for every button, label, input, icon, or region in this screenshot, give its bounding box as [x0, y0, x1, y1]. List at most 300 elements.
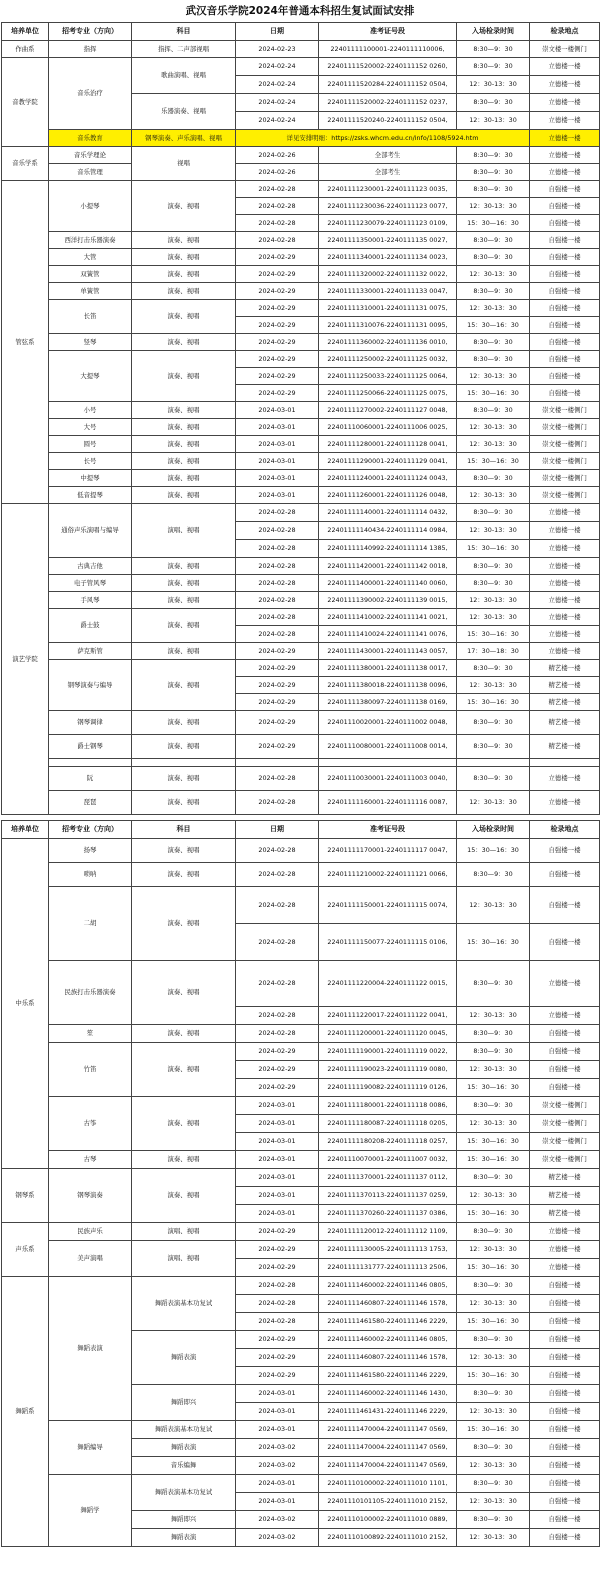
time-cell: 12：30-13：30	[457, 1007, 530, 1025]
major-cell: 西洋打击乐器演奏	[49, 232, 132, 249]
subject-cell: 舞蹈表演	[132, 1529, 236, 1547]
header-time: 入场检录时间	[457, 23, 530, 41]
major-cell: 大提琴	[49, 351, 132, 402]
major-cell: 舞蹈学	[49, 1475, 132, 1547]
table-row	[2, 558, 600, 575]
table-row	[2, 1421, 600, 1439]
ticket-cell: 22401110060001-2240111006 0025,	[319, 419, 457, 436]
date-cell: 2024-03-01	[236, 1205, 319, 1223]
ticket-cell: 22401111250033-2240111125 0064,	[319, 368, 457, 385]
date-cell: 2024-03-01	[236, 1475, 319, 1493]
header-subject: 科目	[132, 23, 236, 41]
major-cell: 美声演唱	[49, 1241, 132, 1277]
location-cell: 自强楼一楼	[530, 924, 600, 961]
date-cell: 2024-02-29	[236, 385, 319, 402]
major-cell: 单簧管	[49, 283, 132, 300]
subject-cell: 演奏、视唱	[132, 402, 236, 419]
subject-cell: 演奏、视唱	[132, 839, 236, 863]
time-cell: 8:30—9：30	[457, 1223, 530, 1241]
ticket-cell: 22401111380001-2240111138 0017,	[319, 660, 457, 677]
location-cell: 崇文楼一楼侧门	[530, 436, 600, 453]
date-cell: 2024-02-28	[236, 887, 319, 924]
major-cell: 古琴	[49, 1151, 132, 1169]
major-cell: 指挥	[49, 41, 132, 58]
time-cell: 8:30—9：30	[457, 1277, 530, 1295]
ticket-cell: 22401111220004-2240111122 0015,	[319, 961, 457, 1007]
location-cell: 崇文楼一楼侧门	[530, 1115, 600, 1133]
time-cell: 8:30—9：30	[457, 504, 530, 522]
table-row	[2, 504, 600, 522]
subject-cell: 演奏、视唱	[132, 767, 236, 791]
location-cell: 崇文楼一楼侧门	[530, 487, 600, 504]
time-cell: 15：30—16：30	[457, 1367, 530, 1385]
time-cell: 8:30—9：30	[457, 402, 530, 419]
location-cell: 精艺楼一楼	[530, 677, 600, 694]
location-cell: 崇文楼一楼侧门	[530, 1133, 600, 1151]
subject-cell: 演奏、视唱	[132, 961, 236, 1025]
table-row	[2, 453, 600, 470]
location-cell: 立德楼一楼	[530, 592, 600, 609]
date-cell: 2024-03-01	[236, 1097, 319, 1115]
time-cell: 12：30-13：30	[457, 887, 530, 924]
spacer-cell	[132, 759, 236, 767]
date-cell: 2024-03-01	[236, 1493, 319, 1511]
time-cell: 12：30-13：30	[457, 592, 530, 609]
date-cell: 2024-02-29	[236, 660, 319, 677]
ticket-cell: 22401111460002-2240111146 0805,	[319, 1277, 457, 1295]
time-cell: 12：30-13：30	[457, 1493, 530, 1511]
major-cell: 琵琶	[49, 791, 132, 815]
table-row	[2, 863, 600, 887]
major-cell: 小提琴	[49, 181, 132, 232]
major-cell: 钢琴演奏	[49, 1169, 132, 1223]
date-cell: 2024-02-29	[236, 694, 319, 711]
location-cell: 自强楼一楼	[530, 1511, 600, 1529]
date-cell: 2024-02-29	[236, 368, 319, 385]
subject-cell: 演奏、视唱	[132, 1151, 236, 1169]
date-cell: 2024-02-28	[236, 961, 319, 1007]
ticket-cell: 22401111340001-2240111134 0023,	[319, 249, 457, 266]
time-cell: 8:30—9：30	[457, 1331, 530, 1349]
table-row-highlight	[2, 130, 600, 147]
ticket-cell: 22401111460807-2240111146 1578,	[319, 1295, 457, 1313]
table-row	[2, 334, 600, 351]
ticket-cell: 22401111280001-2240111128 0041,	[319, 436, 457, 453]
time-cell: 8:30—9：30	[457, 181, 530, 198]
location-cell: 自强楼一楼	[530, 181, 600, 198]
major-cell: 钢琴演奏与编导	[49, 660, 132, 711]
subject-cell: 演奏、视唱	[132, 1097, 236, 1151]
table-row	[2, 41, 600, 58]
date-cell: 2024-03-02	[236, 1529, 319, 1547]
subject-cell: 演奏、视唱	[132, 232, 236, 249]
schedule-table-part-2	[1, 820, 600, 1547]
location-cell: 自强楼一楼	[530, 1349, 600, 1367]
unit-cell: 管弦系	[2, 181, 49, 504]
time-cell: 12：30-13：30	[457, 112, 530, 130]
table-row	[2, 791, 600, 815]
ticket-cell: 22401111470004-2240111147 0569,	[319, 1457, 457, 1475]
time-cell: 8:30—9：30	[457, 1511, 530, 1529]
major-cell: 音乐管理	[49, 164, 132, 181]
ticket-cell: 全部考生	[319, 147, 457, 164]
subject-cell: 演唱、视唱	[132, 1223, 236, 1241]
date-cell: 2024-02-28	[236, 791, 319, 815]
subject-cell: 演奏、视唱	[132, 283, 236, 300]
location-cell: 崇文楼一楼侧门	[530, 402, 600, 419]
table-row	[2, 1169, 600, 1187]
header-major: 招考专业（方向）	[49, 23, 132, 41]
ticket-cell: 22401111180208-2240111118 0257,	[319, 1133, 457, 1151]
ticket-cell: 22401110030001-2240111003 0040,	[319, 767, 457, 791]
date-cell: 2024-03-01	[236, 436, 319, 453]
time-cell: 15：30—16：30	[457, 1133, 530, 1151]
unit-cell: 作曲系	[2, 41, 49, 58]
location-cell: 立德楼一楼	[530, 504, 600, 522]
date-cell: 2024-02-29	[236, 1079, 319, 1097]
date-cell: 2024-02-29	[236, 317, 319, 334]
subject-cell: 演奏、视唱	[132, 487, 236, 504]
subject-cell: 演奏、视唱	[132, 300, 236, 334]
date-cell: 2024-02-28	[236, 626, 319, 643]
subject-cell: 演唱、视唱	[132, 504, 236, 558]
major-cell: 双簧管	[49, 266, 132, 283]
location-cell: 自强楼一楼	[530, 1025, 600, 1043]
date-cell: 2024-02-29	[236, 735, 319, 759]
date-cell: 2024-02-28	[236, 863, 319, 887]
unit-cell: 音教学院	[2, 58, 49, 147]
location-cell: 立德楼一楼	[530, 76, 600, 94]
subject-cell: 演奏、视唱	[132, 575, 236, 592]
ticket-cell: 22401111150001-2240111115 0074,	[319, 887, 457, 924]
time-cell: 8:30—9：30	[457, 470, 530, 487]
date-cell: 2024-02-29	[236, 1259, 319, 1277]
header-subject: 科目	[132, 821, 236, 839]
time-cell: 12：30-13：30	[457, 1403, 530, 1421]
location-cell: 立德楼一楼	[530, 1007, 600, 1025]
subject-cell: 演奏、视唱	[132, 735, 236, 759]
location-cell: 立德楼一楼	[530, 1241, 600, 1259]
major-cell: 音乐治疗	[49, 58, 132, 130]
date-cell: 2024-02-29	[236, 266, 319, 283]
location-cell: 立德楼一楼	[530, 164, 600, 181]
major-cell: 长号	[49, 453, 132, 470]
time-cell: 12：30-13：30	[457, 76, 530, 94]
location-cell: 自强楼一楼	[530, 1421, 600, 1439]
ticket-cell: 22401111230036-2240111123 0077,	[319, 198, 457, 215]
ticket-cell: 22401111310076-2240111131 0095,	[319, 317, 457, 334]
time-cell: 8:30—9：30	[457, 558, 530, 575]
table-row	[2, 181, 600, 198]
subject-cell: 演奏、视唱	[132, 791, 236, 815]
location-cell: 立德楼一楼	[530, 626, 600, 643]
major-cell: 长笛	[49, 300, 132, 334]
time-cell: 12：30-13：30	[457, 1187, 530, 1205]
unit-cell: 演艺学院	[2, 504, 49, 815]
time-cell: 12：30-13：30	[457, 1529, 530, 1547]
time-cell: 8:30—9：30	[457, 961, 530, 1007]
date-cell: 2024-03-01	[236, 487, 319, 504]
location-cell: 自强楼一楼	[530, 1295, 600, 1313]
date-cell: 2024-02-28	[236, 558, 319, 575]
location-cell: 自强楼一楼	[530, 1061, 600, 1079]
time-cell: 8:30—9：30	[457, 334, 530, 351]
location-cell: 精艺楼一楼	[530, 694, 600, 711]
location-cell: 立德楼一楼	[530, 791, 600, 815]
table-row	[2, 402, 600, 419]
time-cell: 8:30—9：30	[457, 660, 530, 677]
time-cell: 8:30—9：30	[457, 249, 530, 266]
subject-cell: 演奏、视唱	[132, 660, 236, 711]
location-cell: 自强楼一楼	[530, 1475, 600, 1493]
location-cell: 立德楼一楼	[530, 58, 600, 76]
location-cell: 自强楼一楼	[530, 1403, 600, 1421]
date-cell: 2024-02-26	[236, 164, 319, 181]
table-row	[2, 436, 600, 453]
table-row	[2, 592, 600, 609]
time-cell: 15：30—16：30	[457, 453, 530, 470]
ticket-cell: 22401110020001-2240111002 0048,	[319, 711, 457, 735]
major-cell: 大号	[49, 419, 132, 436]
ticket-cell: 22401111250066-2240111125 0075,	[319, 385, 457, 402]
location-cell: 立德楼一楼	[530, 540, 600, 558]
header-ticket: 准考证号段	[319, 821, 457, 839]
subject-cell: 舞蹈即兴	[132, 1511, 236, 1529]
date-cell: 2024-02-23	[236, 41, 319, 58]
ticket-cell: 22401111140992-2240111114 1385,	[319, 540, 457, 558]
location-cell: 自强楼一楼	[530, 249, 600, 266]
ticket-cell: 22401111180087-2240111118 0205,	[319, 1115, 457, 1133]
table-row	[2, 249, 600, 266]
date-cell: 2024-02-24	[236, 94, 319, 112]
subject-cell: 舞蹈表演基本功复试	[132, 1277, 236, 1331]
time-cell: 12：30-13：30	[457, 1061, 530, 1079]
ticket-cell: 22401111320002-2240111132 0022,	[319, 266, 457, 283]
time-cell: 8:30—9：30	[457, 767, 530, 791]
ticket-cell: 22401111460002-2240111146 0805,	[319, 1331, 457, 1349]
date-cell: 2024-02-29	[236, 1061, 319, 1079]
subject-cell: 舞蹈即兴	[132, 1385, 236, 1421]
major-cell: 中提琴	[49, 470, 132, 487]
date-cell: 2024-03-01	[236, 1421, 319, 1439]
ticket-cell: 22401111190001-2240111119 0022,	[319, 1043, 457, 1061]
spacer-cell	[236, 759, 319, 767]
date-cell: 2024-02-28	[236, 1007, 319, 1025]
date-cell: 2024-03-02	[236, 1439, 319, 1457]
time-cell: 12：30-13：30	[457, 609, 530, 626]
table-row	[2, 1097, 600, 1115]
date-cell: 2024-03-01	[236, 1403, 319, 1421]
table-row	[2, 609, 600, 626]
date-cell: 2024-03-02	[236, 1457, 319, 1475]
date-cell: 2024-02-26	[236, 147, 319, 164]
table-header-row	[2, 23, 600, 41]
ticket-cell: 22401111150077-2240111115 0106,	[319, 924, 457, 961]
table-row	[2, 887, 600, 924]
major-cell: 竹笛	[49, 1043, 132, 1097]
time-cell: 15：30—16：30	[457, 839, 530, 863]
table-row	[2, 164, 600, 181]
location-cell: 立德楼一楼	[530, 94, 600, 112]
date-cell: 2024-02-28	[236, 522, 319, 540]
ticket-cell: 22401111400001-2240111140 0060,	[319, 575, 457, 592]
time-cell: 12：30-13：30	[457, 487, 530, 504]
time-cell: 15：30—16：30	[457, 626, 530, 643]
major-cell: 扬琴	[49, 839, 132, 863]
subject-cell: 钢琴演奏、声乐演唱、视唱	[132, 130, 236, 147]
time-cell: 15：30—16：30	[457, 1259, 530, 1277]
location-cell: 自强楼一楼	[530, 863, 600, 887]
ticket-cell: 22401111520002-2240111152 0260,	[319, 58, 457, 76]
major-cell: 唢呐	[49, 863, 132, 887]
major-cell: 萨克斯管	[49, 643, 132, 660]
location-cell: 崇文楼一楼侧门	[530, 419, 600, 436]
subject-cell: 指挥、二声部视唱	[132, 41, 236, 58]
header-location: 检录地点	[530, 23, 600, 41]
ticket-cell: 22401111250002-2240111125 0032,	[319, 351, 457, 368]
time-cell: 8:30—9：30	[457, 711, 530, 735]
time-cell: 8:30—9：30	[457, 164, 530, 181]
time-cell: 15：30—16：30	[457, 385, 530, 402]
unit-cell: 中乐系	[2, 839, 49, 1169]
table-row	[2, 1277, 600, 1295]
major-cell: 爵士钢琴	[49, 735, 132, 759]
subject-cell: 演奏、视唱	[132, 334, 236, 351]
subject-cell: 舞蹈表演	[132, 1439, 236, 1457]
location-cell: 自强楼一楼	[530, 1079, 600, 1097]
ticket-cell: 22401111380097-2240111138 0169,	[319, 694, 457, 711]
table-row	[2, 575, 600, 592]
table-row	[2, 300, 600, 317]
date-cell: 2024-02-28	[236, 181, 319, 198]
location-cell: 自强楼一楼	[530, 1529, 600, 1547]
subject-cell: 视唱	[132, 147, 236, 181]
major-cell: 舞蹈表演	[49, 1277, 132, 1421]
time-cell: 12：30-13：30	[457, 436, 530, 453]
spacer-cell	[319, 759, 457, 767]
time-cell: 15：30—16：30	[457, 694, 530, 711]
location-cell: 自强楼一楼	[530, 1439, 600, 1457]
header-unit: 培养单位	[2, 23, 49, 41]
location-cell: 自强楼一楼	[530, 215, 600, 232]
time-cell: 12：30-13：30	[457, 677, 530, 694]
major-cell: 音乐学理论	[49, 147, 132, 164]
location-cell: 立德楼一楼	[530, 558, 600, 575]
ticket-cell: 22401111350001-2240111135 0027,	[319, 232, 457, 249]
time-cell: 12：30-13：30	[457, 198, 530, 215]
schedule-link[interactable]: 详见安排明细：https://zsks.whcm.edu.cn/info/1108/5924.htm	[236, 130, 530, 147]
location-cell: 立德楼一楼	[530, 147, 600, 164]
location-cell: 立德楼一楼	[530, 643, 600, 660]
ticket-cell: 22401111130005-2240111113 1753,	[319, 1241, 457, 1259]
location-cell: 立德楼一楼	[530, 130, 600, 147]
date-cell: 2024-02-29	[236, 351, 319, 368]
location-cell: 崇文楼一楼侧门	[530, 41, 600, 58]
ticket-cell: 22401111210002-2240111121 0066,	[319, 863, 457, 887]
unit-cell: 声乐系	[2, 1223, 49, 1277]
subject-cell: 演奏、视唱	[132, 1169, 236, 1223]
location-cell: 自强楼一楼	[530, 385, 600, 402]
major-cell: 钢琴调律	[49, 711, 132, 735]
time-cell: 12：30-13：30	[457, 1115, 530, 1133]
date-cell: 2024-02-28	[236, 540, 319, 558]
table-row	[2, 266, 600, 283]
table-row	[2, 643, 600, 660]
date-cell: 2024-02-29	[236, 677, 319, 694]
time-cell: 8:30—9：30	[457, 283, 530, 300]
date-cell: 2024-02-28	[236, 592, 319, 609]
ticket-cell: 22401111330001-2240111133 0047,	[319, 283, 457, 300]
location-cell: 立德楼一楼	[530, 1223, 600, 1241]
major-cell: 大管	[49, 249, 132, 266]
date-cell: 2024-02-28	[236, 504, 319, 522]
ticket-cell: 22401111370113-2240111137 0259,	[319, 1187, 457, 1205]
ticket-cell: 22401111470004-2240111147 0569,	[319, 1439, 457, 1457]
time-cell: 8:30—9：30	[457, 1097, 530, 1115]
date-cell: 2024-03-01	[236, 402, 319, 419]
date-cell: 2024-02-28	[236, 232, 319, 249]
time-cell: 12：30-13：30	[457, 1457, 530, 1475]
header-unit: 培养单位	[2, 821, 49, 839]
schedule-table-part-1	[1, 22, 600, 815]
time-cell: 12：30-13：30	[457, 1295, 530, 1313]
ticket-cell: 22401111520284-2240111152 0504,	[319, 76, 457, 94]
location-cell: 精艺楼一楼	[530, 1187, 600, 1205]
date-cell: 2024-03-01	[236, 1187, 319, 1205]
ticket-cell: 22401111410024-2240111141 0076,	[319, 626, 457, 643]
table-row	[2, 470, 600, 487]
unit-cell: 音乐学系	[2, 147, 49, 181]
date-cell: 2024-03-01	[236, 470, 319, 487]
table-row	[2, 711, 600, 735]
date-cell: 2024-03-01	[236, 1385, 319, 1403]
ticket-cell: 22401111200001-2240111120 0045,	[319, 1025, 457, 1043]
major-cell: 通俗声乐演唱与编导	[49, 504, 132, 558]
time-cell: 8:30—9：30	[457, 94, 530, 112]
header-ticket: 准考证号段	[319, 23, 457, 41]
subject-cell: 演奏、视唱	[132, 470, 236, 487]
time-cell: 17：30—18：30	[457, 643, 530, 660]
table-row	[2, 232, 600, 249]
major-cell: 二胡	[49, 887, 132, 961]
major-cell: 民族声乐	[49, 1223, 132, 1241]
time-cell: 8:30—9：30	[457, 1475, 530, 1493]
table-row	[2, 58, 600, 76]
subject-cell: 演奏、视唱	[132, 266, 236, 283]
time-cell: 8:30—9：30	[457, 1439, 530, 1457]
date-cell: 2024-02-28	[236, 215, 319, 232]
location-cell: 自强楼一楼	[530, 839, 600, 863]
location-cell: 自强楼一楼	[530, 266, 600, 283]
subject-cell: 演奏、视唱	[132, 453, 236, 470]
subject-cell: 演奏、视唱	[132, 1043, 236, 1097]
header-location: 检录地点	[530, 821, 600, 839]
subject-cell: 乐器演奏、视唱	[132, 94, 236, 130]
ticket-cell: 22401111180001-2240111118 0086,	[319, 1097, 457, 1115]
subject-cell: 舞蹈表演基本功复试	[132, 1475, 236, 1511]
date-cell: 2024-03-02	[236, 1511, 319, 1529]
header-major: 招考专业（方向）	[49, 821, 132, 839]
date-cell: 2024-02-29	[236, 711, 319, 735]
time-cell: 15：30—16：30	[457, 1313, 530, 1331]
time-cell: 12：30-13：30	[457, 791, 530, 815]
time-cell: 15：30—16：30	[457, 317, 530, 334]
major-cell: 舞蹈编导	[49, 1421, 132, 1475]
date-cell: 2024-03-01	[236, 1115, 319, 1133]
table-row	[2, 1025, 600, 1043]
time-cell: 8:30—9：30	[457, 575, 530, 592]
date-cell: 2024-02-28	[236, 1295, 319, 1313]
